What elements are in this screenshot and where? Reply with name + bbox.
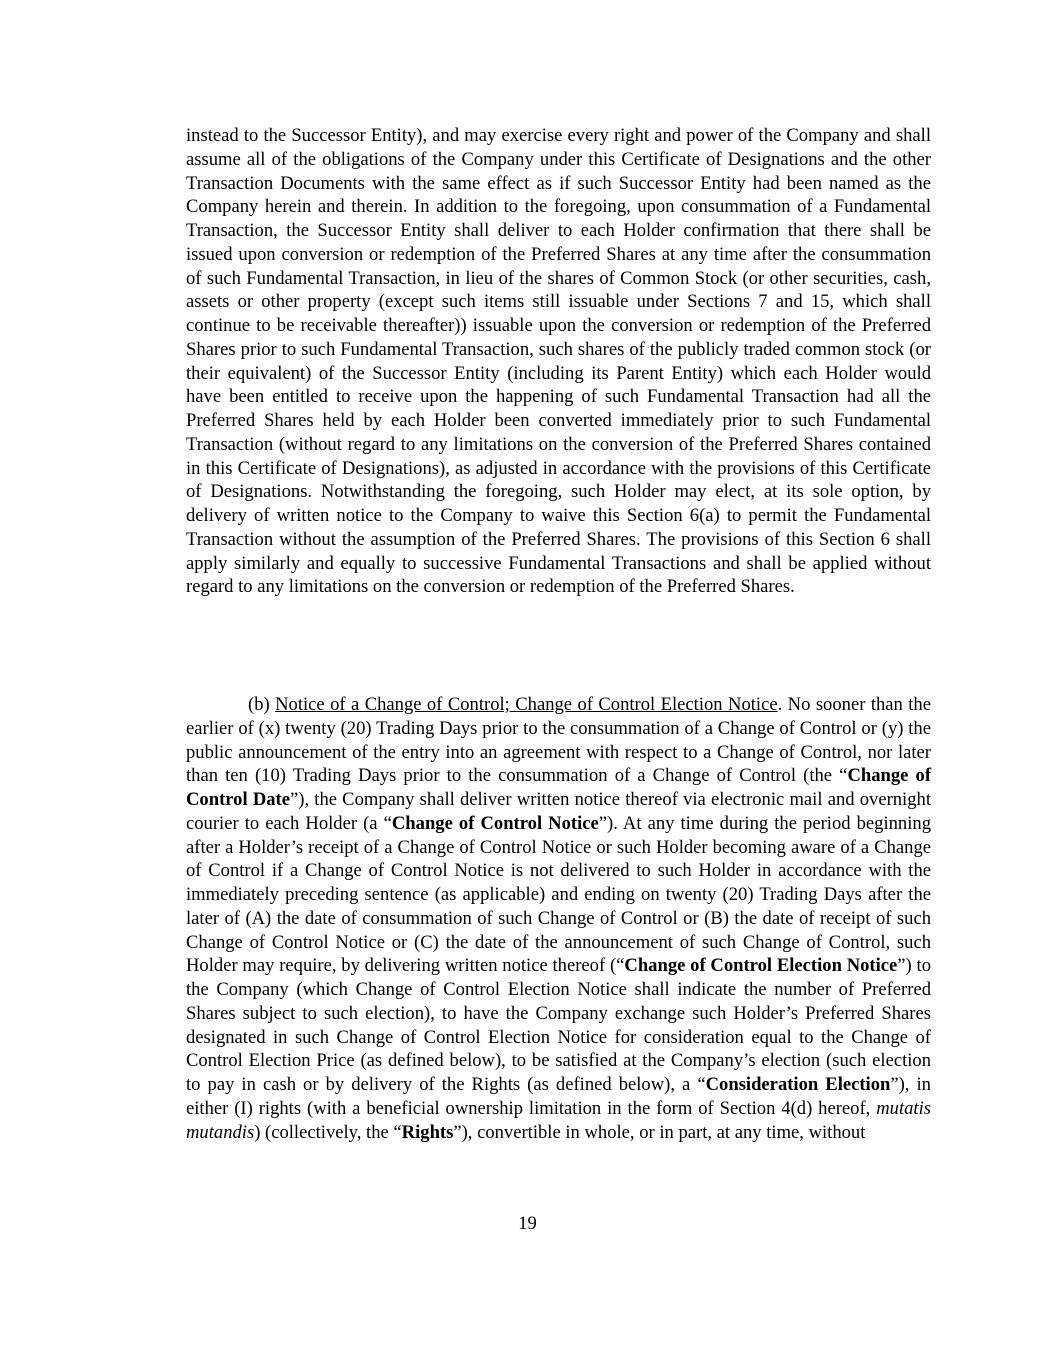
defined-term-consideration-election: Consideration Election	[705, 1074, 891, 1095]
section-b-text-6: ) (collectively, the “	[254, 1121, 402, 1143]
section-b-text-2: ”), the Company shall deliver written notice thereof via electronic mail and overnight courier to each Holder (a “	[186, 789, 931, 834]
section-b-label: (b)	[248, 694, 276, 715]
section-b-text-7: ”), convertible in whole, or in part, at any time, without	[453, 1121, 866, 1143]
defined-term-change-of-control-election-notice: Change of Control Election Notice	[624, 955, 898, 977]
body-paragraph-continuation: instead to the Successor Entity), and may exercise every right and power of the Company and shall assume all of the obligations of the Company under this Certificate of Designations and the other Transaction Documents with the same effect as if such Successor Entity had been named as the Company herein and therein. In addition to the foregoing, upon consummation of a Fundamental Transaction, the Successor Entity shall deliver to each Holder confirmation that there shall be issued upon conversion or redemption of the Preferred Shares at any time after the consummation of such Fundamental Transaction, in lieu of the shares of Common Stock (or other securities, cash, assets or other property (except such items still issuable under Sections 7 and 15, which shall continue to be receivable thereafter)) issuable upon the conversion or redemption of the Preferred Shares prior to such Fundamental Transaction, such shares of the publicly traded common stock (or their equivalent) of the Successor Entity (including its Parent Entity) which each Holder would have been entitled to receive upon the happening of such Fundamental Transaction had all the Preferred Shares held by each Holder been converted immediately prior to such Fundamental Transaction (without regard to any limitations on the conversion of the Preferred Shares contained in this Certificate of Designations), as adjusted in accordance with the provisions of this Certificate of Designations. Notwithstanding the foregoing, such Holder may elect, at its sole option, by delivery of written notice to the Company to waive this Section 6(a) to permit the Fundamental Transaction without the assumption of the Preferred Shares. The provisions of this Section 6 shall apply similarly and equally to successive Fundamental Transactions and shall be applied without regard to any limitations on the conversion or redemption of the Preferred Shares.	[186, 125, 931, 598]
page-number: 19	[518, 1213, 537, 1234]
section-b-paragraph	[186, 693, 931, 1144]
section-b-text-1: . No sooner than the earlier of (x) twenty (20) Trading Days prior to the consummation of a Change of Control or (y) the public announcement of the entry into an agreement with respect to a Change of Control, nor later than ten (10) Trading Days prior to the consummation of a Change of Control (the “	[186, 694, 931, 787]
section-b-heading: Notice of a Change of Control; Change of Control Election Notice	[275, 694, 778, 715]
defined-term-rights: Rights	[401, 1121, 454, 1143]
italic-mutatis-mutandis: mutatis mutandis	[186, 1097, 931, 1143]
section-b-text-3: ”). At any time during the period beginning after a Holder’s receipt of a Change of Control Notice or such Holder becoming aware of a Change of Control if a Change of Control Notice is not delivered to such Holder in accordance with the immediately preceding sentence (as applicable) and ending on twenty (20) Trading Days after the later of (A) the date of consummation of such Change of Control or (B) the date of receipt of such Change of Control Notice or (C) the date of the announcement of such Change of Control, such Holder may require, by delivering written notice thereof (“	[186, 812, 931, 977]
section-b-text-5: ”), in either (I) rights (with a beneficial ownership limitation in the form of Section 4(d) hereof,	[186, 1074, 931, 1119]
section-b-text-4: ”) to the Company (which Change of Control Election Notice shall indicate the number of Preferred Shares subject to such election), to have the Company exchange such Holder’s Preferred Shares designated in such Change of Control Election Notice for consideration equal to the Change of Control Election Price (as defined below), to be satisfied at the Company’s election (such election to pay in cash or by delivery of the Rights (as defined below), a “	[186, 955, 931, 1095]
defined-term-change-of-control-notice: Change of Control Notice	[391, 812, 599, 834]
defined-term-change-of-control-date: Change of Control Date	[186, 765, 932, 810]
